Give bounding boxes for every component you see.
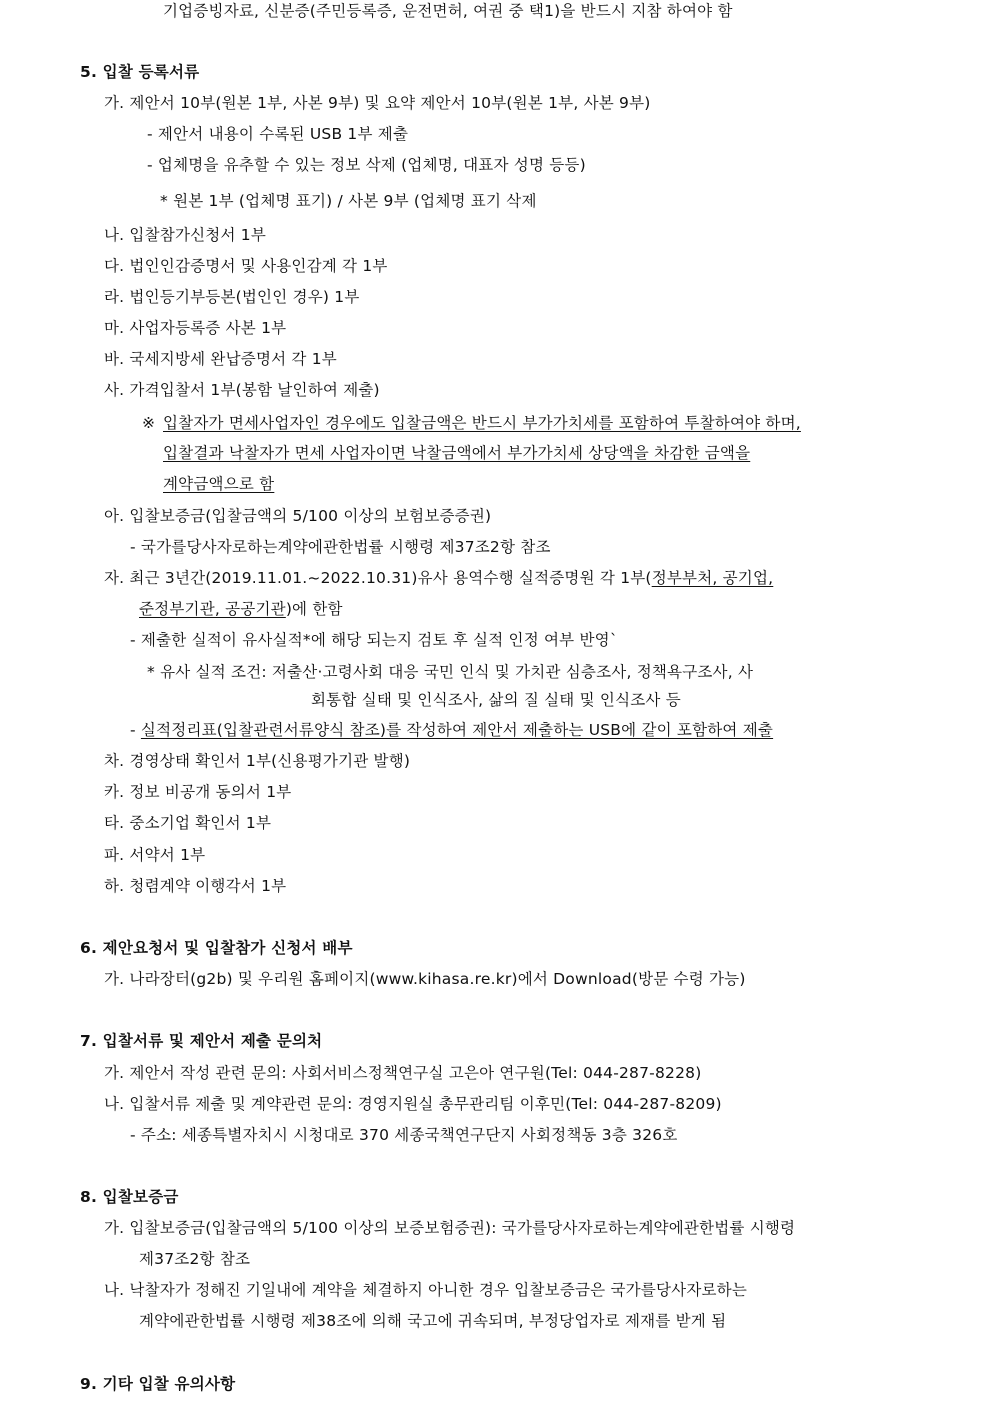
item-na: 나. 입찰참가신청서 1부 [104, 226, 267, 244]
note-line-3: 계약금액으로 함 [163, 475, 275, 493]
item-ga-sub-2: - 업체명을 유추할 수 있는 정보 삭제 (업체명, 대표자 성명 등등) [147, 156, 586, 174]
item-da: 다. 법인인감증명서 및 사용인감계 각 1부 [104, 257, 388, 275]
item-a: 아. 입찰보증금(입찰금액의 5/100 이상의 보험보증증권) [104, 507, 492, 525]
note-mark: ※ [142, 414, 156, 432]
item-ja-sub-3 [130, 720, 773, 740]
item-sa: 사. 가격입찰서 1부(봉함 날인하여 제출) [104, 381, 380, 399]
dash: - [130, 721, 141, 739]
item-a-sub-1: - 국가를당사자로하는계약에관한법률 시행령 제37조2항 참조 [130, 538, 551, 556]
s7-item-na: 나. 입찰서류 제출 및 계약관련 문의: 경영지원실 총무관리팀 이후민(Tel: 044-287-8209) [104, 1095, 722, 1113]
item-ja-prefix: 자. 최근 3년간(2019.11.01.~2022.10.31)유사 용역수행 실적증명원 각 1부( [104, 569, 652, 587]
top-line: 기업증빙자료, 신분증(주민등록증, 운전면허, 여권 중 택1)을 반드시 지참 하여야 함 [163, 2, 733, 20]
section-9-title: 9. 기타 입찰 유의사항 [80, 1375, 236, 1393]
item-ja-sub-1: - 제출한 실적이 유사실적*에 해당 되는지 검토 후 실적 인정 여부 반영` [130, 631, 618, 649]
item-pa: 파. 서약서 1부 [104, 846, 206, 864]
item-ba: 바. 국세지방세 완납증명서 각 1부 [104, 350, 337, 368]
item-ja-suffix: )에 한함 [285, 600, 343, 618]
section-7-title: 7. 입찰서류 및 제안서 제출 문의처 [80, 1032, 323, 1050]
s7-item-ga: 가. 제안서 작성 관련 문의: 사회서비스정책연구실 고은아 연구원(Tel: 044-287-8228) [104, 1064, 702, 1082]
item-ma: 마. 사업자등록증 사본 1부 [104, 319, 287, 337]
item-ha: 하. 청렴계약 이행각서 1부 [104, 877, 287, 895]
item-ja-underline-2: 준정부기관, 공공기관 [139, 600, 286, 618]
section-6-title: 6. 제안요청서 및 입찰참가 신청서 배부 [80, 939, 353, 957]
item-ga-sub-3: * 원본 1부 (업체명 표기) / 사본 9부 (업체명 표기 삭제 [160, 192, 537, 210]
section-8-title: 8. 입찰보증금 [80, 1188, 179, 1206]
item-ja-sub-2b: 회통합 실태 및 인식조사, 삶의 질 실태 및 인식조사 등 [311, 691, 681, 709]
s7-item-na-sub: - 주소: 세종특별자치시 시청대로 370 세종국책연구단지 사회정책동 3층 326호 [130, 1126, 678, 1144]
item-ja-cont [139, 599, 343, 619]
item-ra: 라. 법인등기부등본(법인인 경우) 1부 [104, 288, 360, 306]
note-line-1: 입찰자가 면세사업자인 경우에도 입찰금액은 반드시 부가가치세를 포함하여 투찰하여야 하며, [163, 414, 801, 432]
item-ja-sub-3-text: 실적정리표(입찰관련서류양식 참조)를 작성하여 제안서 제출하는 USB에 같이 포함하여 제출 [140, 721, 774, 739]
note-line-2: 입찰결과 낙찰자가 면세 사업자이면 낙찰금액에서 부가가치세 상당액을 차감한 금액을 [163, 444, 751, 462]
s8-item-ga-2: 제37조2항 참조 [139, 1250, 251, 1268]
section-5-title: 5. 입찰 등록서류 [80, 63, 200, 81]
item-ja-underline-1: 정부부처, 공기업, [651, 569, 774, 587]
s8-item-na-2: 계약에관한법률 시행령 제38조에 의해 국고에 귀속되며, 부정당업자로 제재를 받게 됨 [139, 1312, 727, 1330]
item-cha: 차. 경영상태 확인서 1부(신용평가기관 발행) [104, 752, 411, 770]
item-ga-sub-1: - 제안서 내용이 수록된 USB 1부 제출 [147, 125, 409, 143]
item-ka: 카. 정보 비공개 동의서 1부 [104, 783, 292, 801]
s8-item-ga-1: 가. 입찰보증금(입찰금액의 5/100 이상의 보증보험증권): 국가를당사자로하는계약에관한법률 시행령 [104, 1219, 796, 1237]
s8-item-na-1: 나. 낙찰자가 정해진 기일내에 계약을 체결하지 아니한 경우 입찰보증금은 국가를당사자로하는 [104, 1281, 748, 1299]
item-ta: 타. 중소기업 확인서 1부 [104, 814, 272, 832]
item-ga: 가. 제안서 10부(원본 1부, 사본 9부) 및 요약 제안서 10부(원본 1부, 사본 9부) [104, 94, 651, 112]
item-ja-sub-2a: * 유사 실적 조건: 저출산·고령사회 대응 국민 인식 및 가치관 심층조사, 정책욕구조사, 사 [147, 663, 754, 681]
item-ja [104, 568, 773, 588]
s6-item-ga: 가. 나라장터(g2b) 및 우리원 홈페이지(www.kihasa.re.kr)에서 Download(방문 수령 가능) [104, 970, 746, 988]
